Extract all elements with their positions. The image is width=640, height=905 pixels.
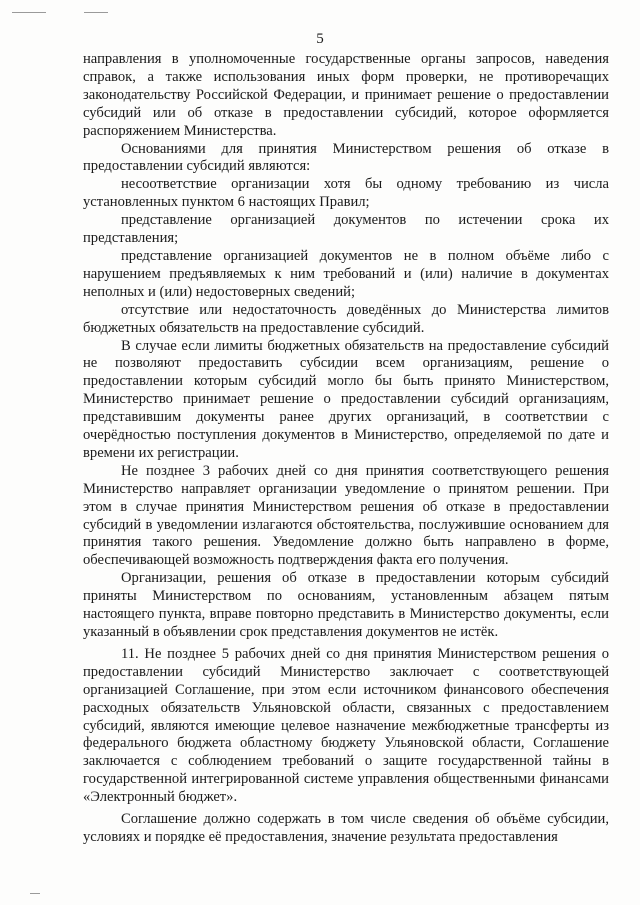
scan-artifact-top-left xyxy=(12,12,46,13)
paragraph-refusal-ground-1: несоответствие организации хотя бы одному требованию из числа установленных пунктом 6 настоящих Правил; xyxy=(83,176,609,211)
paragraph-budget-limits: В случае если лимиты бюджетных обязательств на предоставление субсидий не позволяют предоставить субсидии всем организациям, решение о предоставлении которым субсидий могло бы быть принято Министерством, Министерство принимает решение о предоставлении субсидий организациям, представившим документы ранее других организаций, в соответствии с очерёдностью поступления документов в Министерство, определяемой по дате и времени их регистрации. xyxy=(83,337,609,461)
paragraph-resubmission: Организации, решения об отказе в предоставлении которым субсидий приняты Министерством по основаниям, установленным абзацем пятым настоящего пункта, вправе повторно представить в Министерство документы, если указанный в объявлении срок представления документов не истёк. xyxy=(83,570,609,640)
page-number: 5 xyxy=(316,31,324,47)
paragraph-notification: Не позднее 3 рабочих дней со дня принятия соответствующего решения Министерство направляет организации уведомление о принятом решении. При этом в случае принятия Министерством решения об отказе в предоставлении субсидий в уведомлении излагаются обстоятельства, послужившие основанием для принятия такого решения. Уведомление должно быть направлено в форме, обеспечивающей возможность подтверждения факта его получения. xyxy=(83,462,609,569)
paragraph-refusal-ground-3: представление организацией документов не в полном объёме либо с нарушением предъявляемых к ним требований и (или) наличие в документах неполных и (или) недостоверных сведений; xyxy=(83,247,609,300)
paragraph-item-11: 11. Не позднее 5 рабочих дней со дня принятия Министерством решения о предоставлении субсидий Министерство заключает с соответствующей организацией Соглашение, при этом если источником финансового обеспечения расходных обязательств Ульяновской области, связанных с предоставлением субсидий, являются имеющие целевое назначение межбюджетные трансферты из федерального бюджета областному бюджету Ульяновской области, Соглашение заключается с соблюдением требований о защите государственной тайны в государственной интегрированной системе управления общественными финансами «Электронный бюджет». xyxy=(83,645,609,806)
paragraph-agreement-content: Соглашение должно содержать в том числе сведения об объёме субсидии, условиях и порядке её предоставления, значение результата предоставления xyxy=(83,811,609,845)
paragraph-refusal-ground-2: представление организацией документов по истечении срока их представления; xyxy=(83,212,609,247)
scan-artifact-top-middle xyxy=(84,12,108,13)
document-body xyxy=(83,51,609,847)
paragraph-refusal-ground-4: отсутствие или недостаточность доведённых до Министерства лимитов бюджетных обязательств на предоставление субсидий. xyxy=(83,301,609,336)
scan-artifact-bottom-left xyxy=(30,893,40,894)
paragraph-continuation: направления в уполномоченные государственные органы запросов, наведения справок, а также использования иных форм проверки, не противоречащих законодательству Российской Федерации, и принимает решение о предоставлении субсидий или об отказе в предоставлении субсидий, которое оформляется распоряжением Министерства. xyxy=(83,51,609,139)
paragraph-refusal-grounds: Основаниями для принятия Министерством решения об отказе в предоставлении субсидий являются: xyxy=(83,140,609,175)
